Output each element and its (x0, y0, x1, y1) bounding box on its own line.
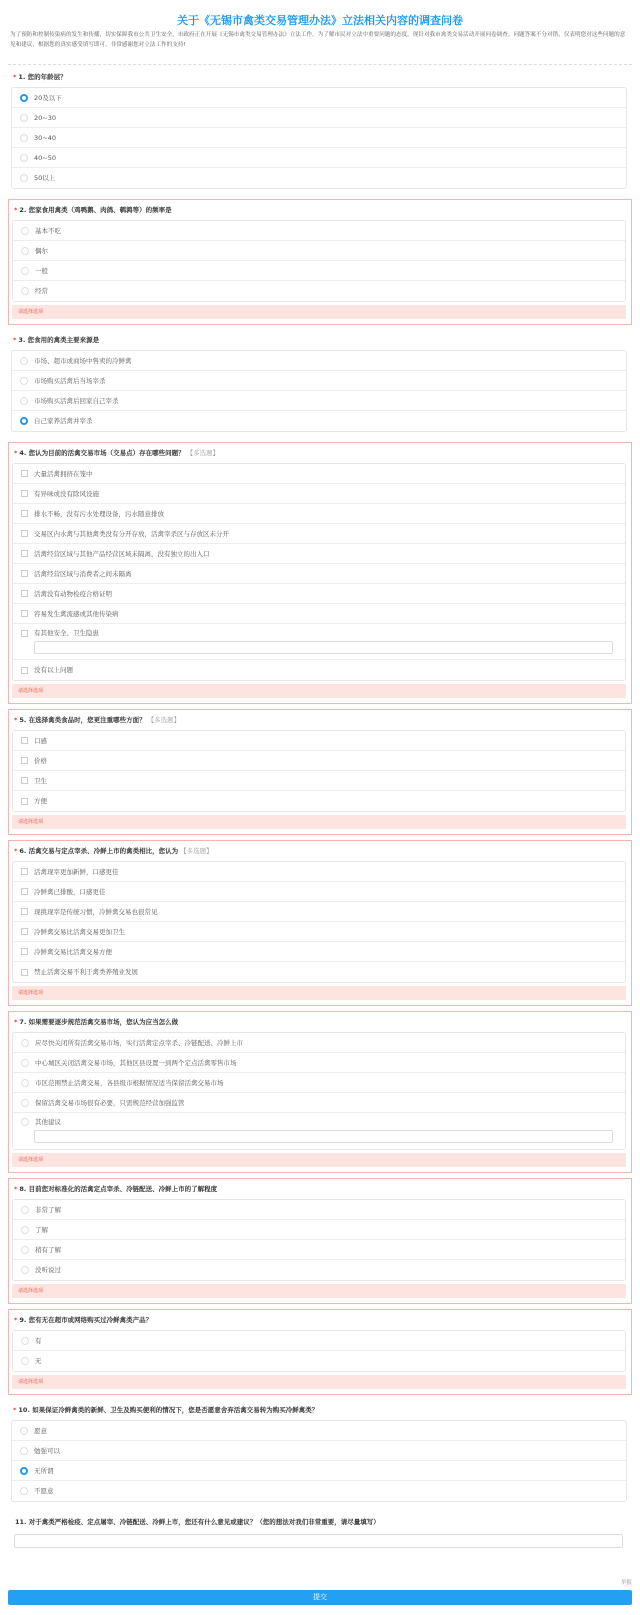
option-label: 无所谓 (34, 1466, 54, 1475)
option-list (12, 1330, 626, 1372)
option-list (12, 463, 626, 681)
option-item[interactable] (12, 1481, 626, 1501)
option-label: 自己家养活禽并宰杀 (34, 417, 93, 425)
option-label: 没有以上问题 (34, 666, 73, 674)
option-label: 偶尔 (35, 246, 48, 255)
option-label: 应尽快关闭所有活禽交易市场，实行活禽定点宰杀、冷链配送、冷鲜上市 (35, 1038, 243, 1047)
radio-icon[interactable] (21, 1266, 29, 1274)
option-item[interactable] (13, 484, 625, 504)
checkbox-icon[interactable] (21, 868, 28, 875)
error-message: 请选择选项 (12, 305, 626, 319)
question-4 (8, 442, 632, 704)
question-text: 您认为目前的活禽交易市场（交易点）存在哪些问题？ (28, 449, 185, 457)
option-item[interactable] (13, 464, 625, 484)
option-item[interactable] (12, 88, 626, 108)
option-label: 一般 (35, 266, 48, 275)
error-message: 请选择选项 (12, 1375, 626, 1389)
radio-icon[interactable] (20, 154, 28, 162)
option-label: 市场购买活禽后回家自己宰杀 (34, 396, 119, 405)
option-label: 非常了解 (35, 1205, 61, 1214)
option-label: 冷鲜禽交易比活禽交易方便 (34, 947, 112, 956)
checkbox-icon[interactable] (21, 908, 28, 915)
question-text: 活禽交易与定点宰杀、冷鲜上市的禽类相比，您认为 (28, 847, 179, 855)
question-text: 您家食用禽类（鸡鸭鹅、肉鸽、鹌鹑等）的频率是 (28, 206, 172, 214)
option-label: 无 (35, 1357, 42, 1365)
radio-icon[interactable] (20, 357, 28, 365)
radio-icon[interactable] (21, 1206, 29, 1214)
question-5 (8, 709, 632, 835)
required-marker: * (14, 206, 18, 214)
option-label: 了解 (35, 1225, 48, 1234)
option-label: 交易区内水禽与其他禽类没有分开存放，活禽宰杀区与存放区未分开 (34, 529, 229, 538)
option-label: 活禽现宰更加新鲜，口感更佳 (34, 867, 119, 876)
checkbox-icon[interactable] (21, 757, 28, 764)
checkbox-icon[interactable] (21, 510, 28, 517)
error-message: 请选择选项 (12, 815, 626, 829)
option-label: 活禽经营区域与其他产品经营区域未隔离，没有独立的出入口 (34, 549, 210, 558)
option-item[interactable] (13, 902, 625, 922)
checkbox-icon[interactable] (21, 798, 28, 805)
radio-icon[interactable] (21, 1059, 29, 1067)
question-text: 对于禽类严格检疫、定点屠宰、冷链配送、冷鲜上市，您还有什么意见或建议？（您的想法对我们非常重要，请尽量填写） (28, 1518, 380, 1526)
option-label: 价格 (34, 756, 47, 765)
radio-icon[interactable] (20, 1487, 28, 1495)
other-option-row[interactable] (21, 626, 617, 640)
question-number: 3. (18, 336, 26, 344)
radio-icon[interactable] (20, 397, 28, 405)
option-item[interactable] (13, 1351, 625, 1371)
question-number: 11. (15, 1518, 27, 1526)
option-item[interactable] (12, 411, 626, 431)
option-list (12, 1199, 626, 1281)
option-item[interactable] (13, 564, 625, 584)
option-item[interactable] (13, 922, 625, 942)
question-3 (8, 330, 632, 437)
option-label: 保留活禽交易市场很有必要，只需规范经营加强监管 (35, 1098, 185, 1107)
option-item[interactable] (13, 660, 625, 680)
question-text: 如果保证冷鲜禽类的新鲜、卫生及购买便利的情况下，您是否愿意舍弃活禽交易转为购买冷鲜禽类？ (32, 1406, 319, 1414)
required-marker: * (14, 1185, 18, 1193)
option-item[interactable] (13, 544, 625, 564)
option-item[interactable] (13, 731, 625, 751)
checkbox-icon[interactable] (21, 630, 28, 637)
question-text: 您有无在超市或网络购买过冷鲜禽类产品？ (28, 1316, 153, 1324)
question-type-tag: 【多选题】 (147, 716, 181, 724)
option-item[interactable] (13, 862, 625, 882)
radio-icon[interactable] (21, 267, 29, 275)
option-label: 经常 (35, 287, 48, 295)
question-text: 在选择禽类食品时，您更注重哪些方面？ (28, 716, 146, 724)
option-item[interactable] (13, 504, 625, 524)
option-list (12, 730, 626, 812)
option-label: 大量活禽拥挤在笼中 (34, 469, 93, 478)
radio-icon[interactable] (21, 1079, 29, 1087)
option-label: 中心城区关闭活禽交易市场，其他区县设置一到两个定点活禽零售市场 (35, 1058, 237, 1067)
option-label: 冷鲜禽交易比活禽交易更加卫生 (34, 927, 125, 936)
question-title (12, 1016, 626, 1032)
submit-button[interactable]: 提交 (8, 1590, 632, 1605)
option-list (12, 220, 626, 302)
option-label: 方便 (34, 797, 47, 805)
checkbox-icon[interactable] (21, 550, 28, 557)
required-marker: * (14, 449, 18, 457)
checkbox-icon[interactable] (21, 948, 28, 955)
checkbox-icon[interactable] (21, 888, 28, 895)
error-message: 请选择选项 (12, 1153, 626, 1167)
divider (8, 64, 632, 65)
option-label: 愿意 (34, 1426, 47, 1435)
radio-icon[interactable] (21, 227, 29, 235)
question-11 (8, 1512, 632, 1553)
option-label: 市场、超市或商场中售卖的冷鲜禽 (34, 356, 132, 365)
radio-selected-icon[interactable] (20, 1467, 28, 1475)
question-9 (8, 1309, 632, 1395)
option-item[interactable] (12, 128, 626, 148)
radio-icon[interactable] (20, 174, 28, 182)
option-label: 20~30 (34, 113, 56, 122)
option-label: 市场购买活禽后当场宰杀 (34, 376, 106, 385)
question-number: 2. (19, 206, 27, 214)
option-item[interactable] (13, 942, 625, 962)
option-item[interactable] (13, 221, 625, 241)
question-list (8, 67, 632, 1553)
required-marker: * (14, 847, 18, 855)
option-item[interactable] (13, 624, 625, 660)
option-label: 卫生 (34, 776, 47, 785)
question-title (11, 71, 627, 87)
radio-icon[interactable] (21, 247, 29, 255)
option-item[interactable] (13, 604, 625, 624)
checkbox-icon[interactable] (21, 737, 28, 744)
option-label: 冷鲜禽已排酸，口感更佳 (34, 887, 106, 896)
option-label: 勉强可以 (34, 1446, 60, 1455)
other-input[interactable] (34, 1130, 613, 1143)
option-label: 禁止活禽交易不利于禽类养殖业发展 (34, 968, 138, 976)
survey-footer (8, 1578, 632, 1605)
question-text: 您的年龄层？ (27, 73, 67, 81)
radio-icon[interactable] (20, 114, 28, 122)
required-marker: * (14, 1316, 18, 1324)
question-title (11, 1516, 627, 1532)
suggestion-textarea[interactable] (14, 1534, 623, 1548)
option-item[interactable] (13, 791, 625, 811)
radio-icon[interactable] (20, 377, 28, 385)
other-input[interactable] (34, 641, 613, 654)
question-number: 9. (19, 1316, 27, 1324)
report-link[interactable]: 举报 (620, 1580, 632, 1586)
option-item[interactable] (13, 1073, 625, 1093)
option-item[interactable] (12, 148, 626, 168)
checkbox-icon[interactable] (21, 490, 28, 497)
option-label: 基本不吃 (35, 226, 61, 235)
option-label: 口感 (34, 736, 47, 745)
option-label: 活禽经营区域与消费者之间未隔离 (34, 569, 132, 578)
radio-icon[interactable] (21, 1039, 29, 1047)
question-title (12, 1314, 626, 1330)
question-number: 1. (18, 73, 26, 81)
option-label: 30~40 (34, 133, 56, 142)
option-label: 40~50 (34, 153, 56, 162)
option-item[interactable] (13, 1240, 625, 1260)
option-list (11, 350, 627, 432)
radio-icon[interactable] (21, 1226, 29, 1234)
question-title (12, 447, 626, 463)
option-list (11, 87, 627, 189)
question-8 (8, 1178, 632, 1304)
question-number: 7. (19, 1018, 27, 1026)
question-title (12, 204, 626, 220)
question-title (11, 1404, 627, 1420)
option-label: 活禽没有动物检疫合格证明 (34, 589, 112, 598)
option-list (11, 1420, 627, 1502)
required-marker: * (14, 1018, 18, 1026)
option-label: 稍有了解 (35, 1245, 61, 1254)
checkbox-icon[interactable] (21, 928, 28, 935)
question-1 (8, 67, 632, 194)
option-label: 容易发生禽流感或其他传染病 (34, 609, 119, 618)
option-item[interactable] (13, 1220, 625, 1240)
option-label: 有异味或没有除风设施 (34, 489, 99, 498)
option-item[interactable] (12, 391, 626, 411)
option-label: 不愿意 (34, 1487, 54, 1495)
option-list (12, 1032, 626, 1150)
required-marker: * (13, 1406, 17, 1414)
question-title (12, 845, 626, 861)
other-option-row[interactable] (21, 1115, 617, 1129)
checkbox-icon[interactable] (21, 530, 28, 537)
option-item[interactable] (13, 261, 625, 281)
option-item[interactable] (12, 351, 626, 371)
radio-icon[interactable] (21, 1118, 29, 1126)
option-list (12, 861, 626, 983)
option-item[interactable] (13, 241, 625, 261)
checkbox-icon[interactable] (21, 470, 28, 477)
survey-intro: 为了预防和控制传染病的发生和传播，切实保障我市公共卫生安全，市政府正在开展《无锡市禽类交易管理办法》立法工作。为了解市民对立法中重要问题的态度，现针对我市禽类交易活动开展问卷调查。问题答案不分对错，仅表明您对这些问题的意见和建议，根据您的真实感受填写即可，非常感谢您对立法工作的支持! (10, 32, 626, 48)
option-item[interactable] (13, 1200, 625, 1220)
question-title (11, 334, 627, 350)
option-label: 没听说过 (35, 1266, 61, 1274)
option-label: 有 (35, 1336, 42, 1345)
error-message: 请选择选项 (12, 684, 626, 698)
radio-icon[interactable] (21, 1357, 29, 1365)
option-item[interactable] (13, 751, 625, 771)
error-message: 请选择选项 (12, 1284, 626, 1298)
question-2 (8, 199, 632, 325)
question-7 (8, 1011, 632, 1173)
option-item[interactable] (12, 1461, 626, 1481)
option-item[interactable] (13, 1260, 625, 1280)
checkbox-icon[interactable] (21, 777, 28, 784)
question-6 (8, 840, 632, 1006)
option-item[interactable] (13, 962, 625, 982)
radio-icon[interactable] (21, 1246, 29, 1254)
required-marker: * (13, 73, 17, 81)
option-item[interactable] (12, 1441, 626, 1461)
question-type-tag: 【多选题】 (186, 449, 220, 457)
option-item[interactable] (13, 771, 625, 791)
radio-icon[interactable] (21, 287, 29, 295)
question-number: 5. (19, 716, 27, 724)
option-label: 其他建议 (35, 1118, 61, 1126)
question-text: 如果需要逐步规范活禽交易市场，您认为应当怎么做 (28, 1018, 179, 1026)
option-item[interactable] (12, 168, 626, 188)
option-item[interactable] (13, 1033, 625, 1053)
radio-icon[interactable] (20, 1447, 28, 1455)
question-text: 您食用的禽类主要来源是 (27, 336, 100, 344)
option-item[interactable] (12, 1421, 626, 1441)
question-number: 8. (19, 1185, 27, 1193)
option-label: 有其他安全、卫生隐患 (34, 629, 99, 637)
radio-icon[interactable] (21, 1337, 29, 1345)
option-label: 排水不畅，没有污水处理设备，污水随意排放 (34, 509, 164, 518)
required-marker: * (14, 716, 18, 724)
question-text: 目前您对标准化的活禽定点宰杀、冷链配送、冷鲜上市的了解程度 (28, 1185, 218, 1193)
option-label: 现挑现宰是传统习惯，冷鲜禽交易也很常见 (34, 907, 158, 916)
checkbox-icon[interactable] (21, 969, 28, 976)
required-marker: * (13, 336, 17, 344)
checkbox-icon[interactable] (21, 570, 28, 577)
error-message: 请选择选项 (12, 986, 626, 1000)
option-item[interactable] (13, 882, 625, 902)
option-item[interactable] (13, 1053, 625, 1073)
checkbox-icon[interactable] (21, 667, 28, 674)
option-label: 50以上 (34, 174, 56, 182)
option-label: 20及以下 (34, 93, 62, 102)
question-type-tag: 【多选题】 (180, 847, 213, 855)
checkbox-icon[interactable] (21, 610, 28, 617)
question-number: 6. (19, 847, 27, 855)
radio-icon[interactable] (20, 1427, 28, 1435)
option-label: 市区范围禁止活禽交易，各县级市根据情况适当保留活禽交易市场 (35, 1078, 224, 1087)
checkbox-icon[interactable] (21, 590, 28, 597)
option-item[interactable] (13, 1331, 625, 1351)
radio-selected-icon[interactable] (20, 417, 28, 425)
option-item[interactable] (12, 108, 626, 128)
question-title (12, 1183, 626, 1199)
radio-icon[interactable] (20, 134, 28, 142)
question-number: 10. (18, 1406, 30, 1414)
option-item[interactable] (12, 371, 626, 391)
question-10 (8, 1400, 632, 1507)
option-item[interactable] (13, 1113, 625, 1149)
radio-icon[interactable] (21, 1099, 29, 1107)
option-item[interactable] (13, 1093, 625, 1113)
option-item[interactable] (13, 281, 625, 301)
question-title (12, 714, 626, 730)
question-number: 4. (19, 449, 27, 457)
survey-title: 关于《无锡市禽类交易管理办法》立法相关内容的调查问卷 (177, 14, 463, 27)
radio-selected-icon[interactable] (20, 94, 28, 102)
option-item[interactable] (13, 584, 625, 604)
option-item[interactable] (13, 524, 625, 544)
